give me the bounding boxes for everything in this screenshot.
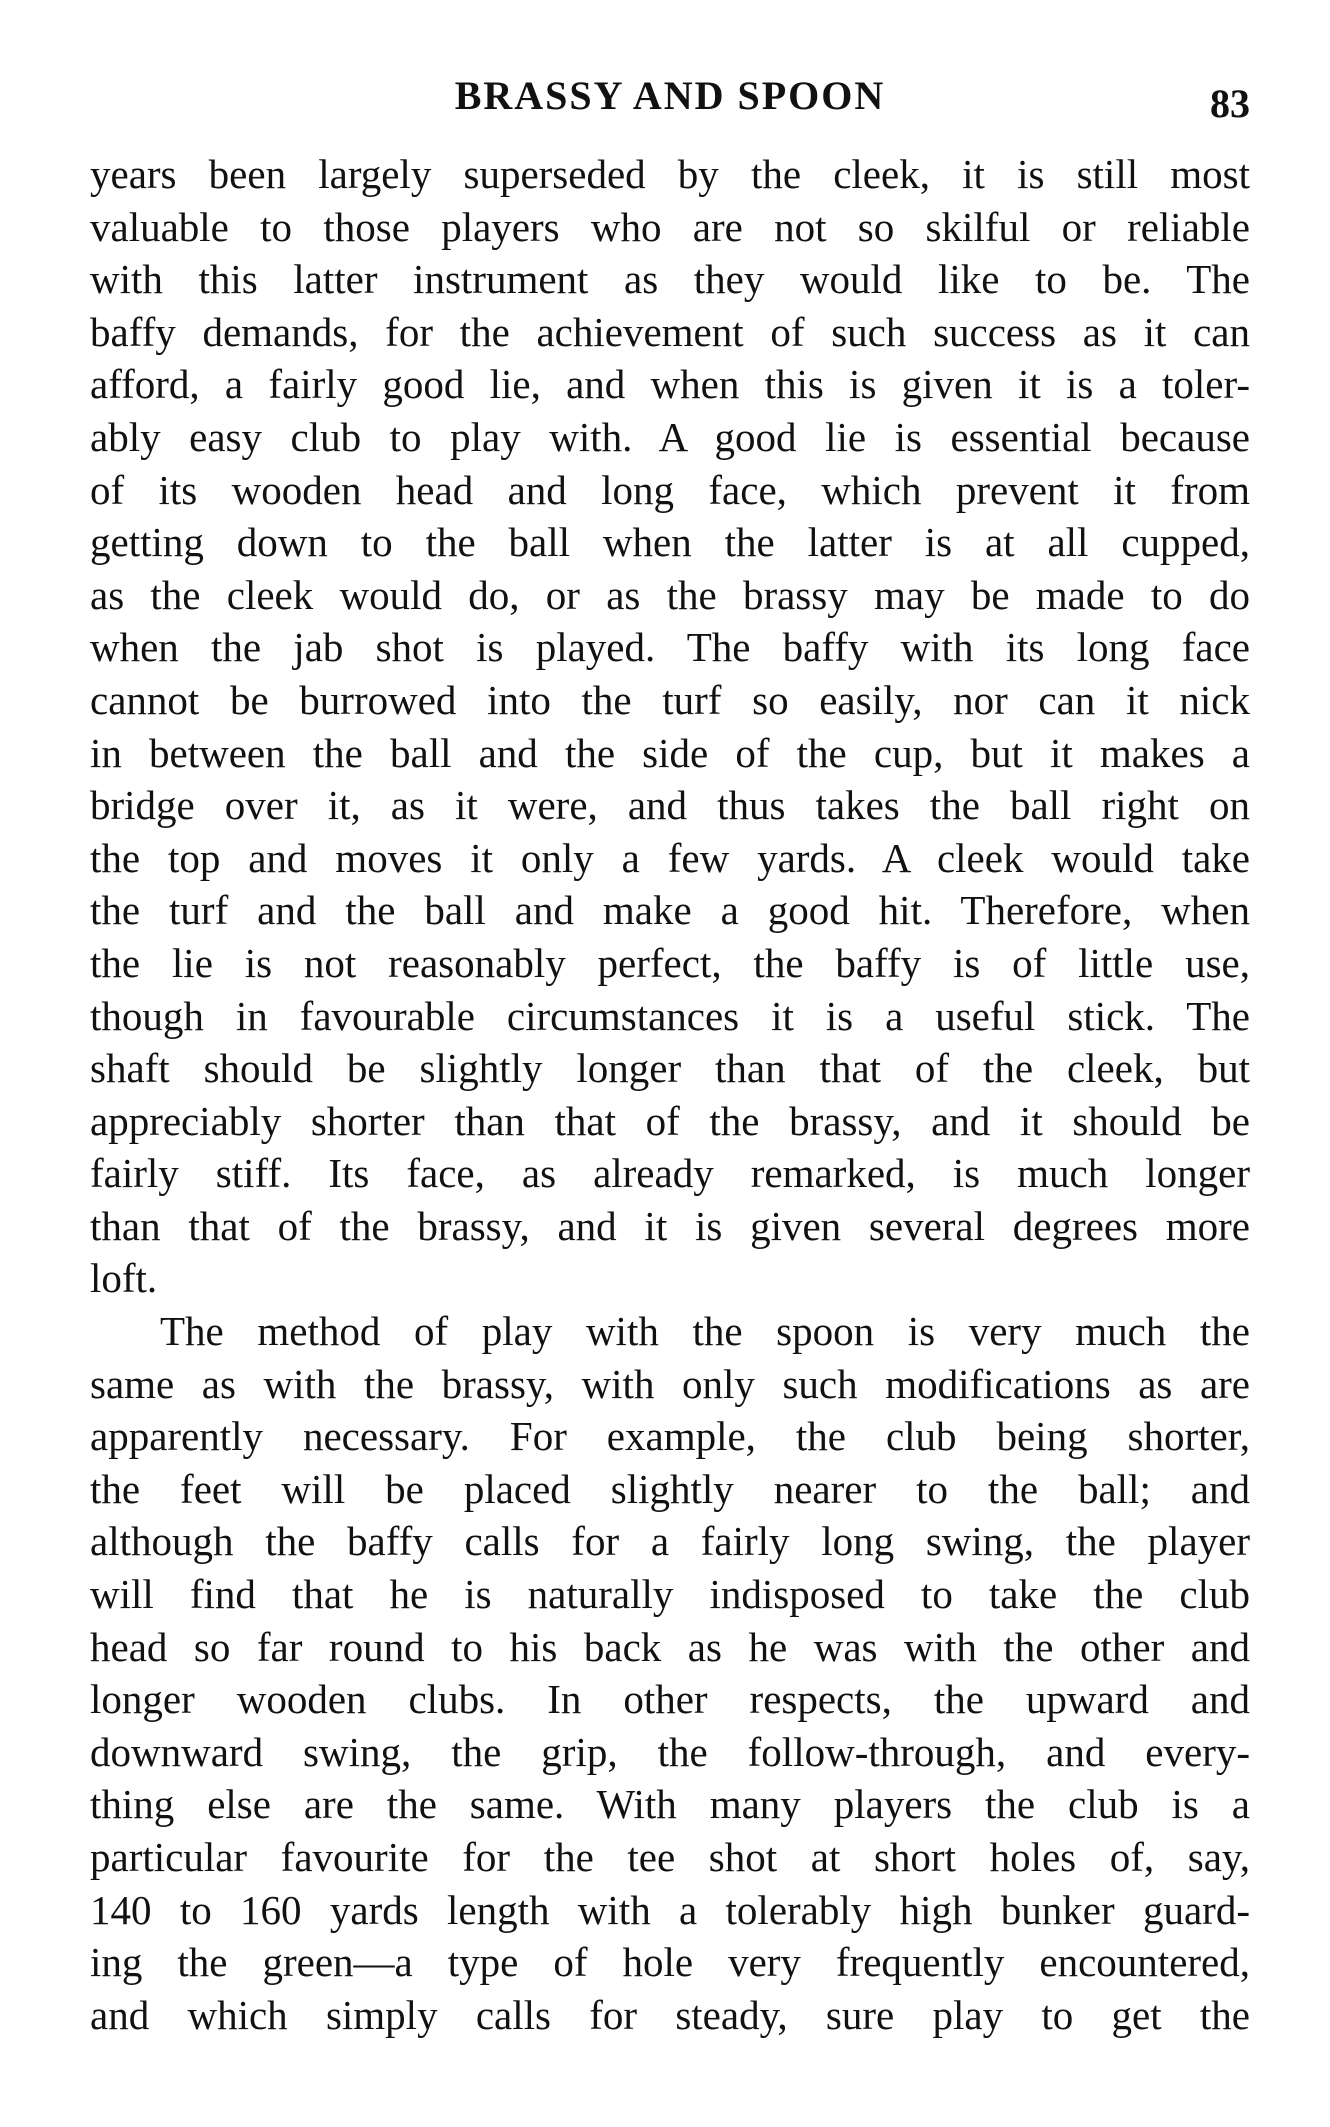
text-line: though in favourable circumstances it is a useful stick. The	[90, 992, 1250, 1039]
text-line: years been largely superseded by the cleek, it is still most	[90, 151, 1250, 197]
text-line: appreciably shorter than that of the brassy, and it should be	[90, 1097, 1250, 1144]
text-line: 140 to 160 yards length with a tolerably high bunker guard-	[90, 1886, 1250, 1933]
text-line: will find that he is naturally indisposed to take the club	[90, 1571, 1250, 1618]
page-number: 83	[1210, 81, 1250, 126]
text-line: than that of the brassy, and it is given several degrees more	[90, 1202, 1250, 1249]
text-line: bridge over it, as it were, and thus takes the ball right on	[90, 782, 1250, 829]
text-line: the lie is not reasonably perfect, the baffy is of little use,	[90, 939, 1250, 986]
body-text	[90, 148, 1250, 2041]
text-line: downward swing, the grip, the follow-through, and every-	[90, 1728, 1250, 1775]
text-line: head so far round to his back as he was with the other and	[90, 1623, 1250, 1670]
paragraph-2	[90, 1305, 1250, 2041]
text-line: The method of play with the spoon is very much the	[160, 1308, 1250, 1355]
running-head: BRASSY AND SPOON	[454, 73, 886, 118]
text-line: shaft should be slightly longer than that of the cleek, but	[90, 1045, 1250, 1092]
text-line: ably easy club to play with. A good lie is essential because	[90, 413, 1250, 460]
text-line: as the cleek would do, or as the brassy may be made to do	[90, 571, 1250, 618]
text-line: when the jab shot is played. The baffy with its long face	[90, 624, 1250, 671]
text-line: of its wooden head and long face, which prevent it from	[90, 466, 1250, 513]
text-line: apparently necessary. For example, the club being shorter,	[90, 1413, 1250, 1460]
text-line: valuable to those players who are not so skilful or reliable	[90, 203, 1250, 250]
text-line: getting down to the ball when the latter is at all cupped,	[90, 519, 1250, 566]
text-line: and which simply calls for steady, sure play to get the	[90, 1991, 1250, 2038]
text-line: the top and moves it only a few yards. A cleek would take	[90, 834, 1250, 881]
paragraph-1	[90, 148, 1250, 1305]
text-line: cannot be burrowed into the turf so easily, nor can it nick	[90, 676, 1250, 723]
text-line: in between the ball and the side of the cup, but it makes a	[90, 729, 1250, 776]
text-line: ing the green—a type of hole very frequently encountered,	[90, 1939, 1250, 1986]
text-line: although the baffy calls for a fairly long swing, the player	[90, 1518, 1250, 1565]
text-line: longer wooden clubs. In other respects, the upward and	[90, 1676, 1250, 1723]
text-line: baffy demands, for the achievement of such success as it can	[90, 308, 1250, 355]
text-line: afford, a fairly good lie, and when this is given it is a toler-	[90, 361, 1250, 408]
text-line: the feet will be placed slightly nearer to the ball; and	[90, 1465, 1250, 1512]
text-line: the turf and the ball and make a good hit. Therefore, when	[90, 887, 1250, 934]
text-line: particular favourite for the tee shot at short holes of, say,	[90, 1834, 1250, 1880]
text-line: with this latter instrument as they would like to be. The	[90, 256, 1250, 303]
text-line: same as with the brassy, with only such modifications as are	[90, 1360, 1250, 1407]
text-line: loft.	[90, 1255, 158, 1302]
text-line: thing else are the same. With many players the club is a	[90, 1781, 1250, 1828]
page-header	[90, 72, 1250, 132]
text-line: fairly stiff. Its face, as already remarked, is much longer	[90, 1150, 1250, 1197]
